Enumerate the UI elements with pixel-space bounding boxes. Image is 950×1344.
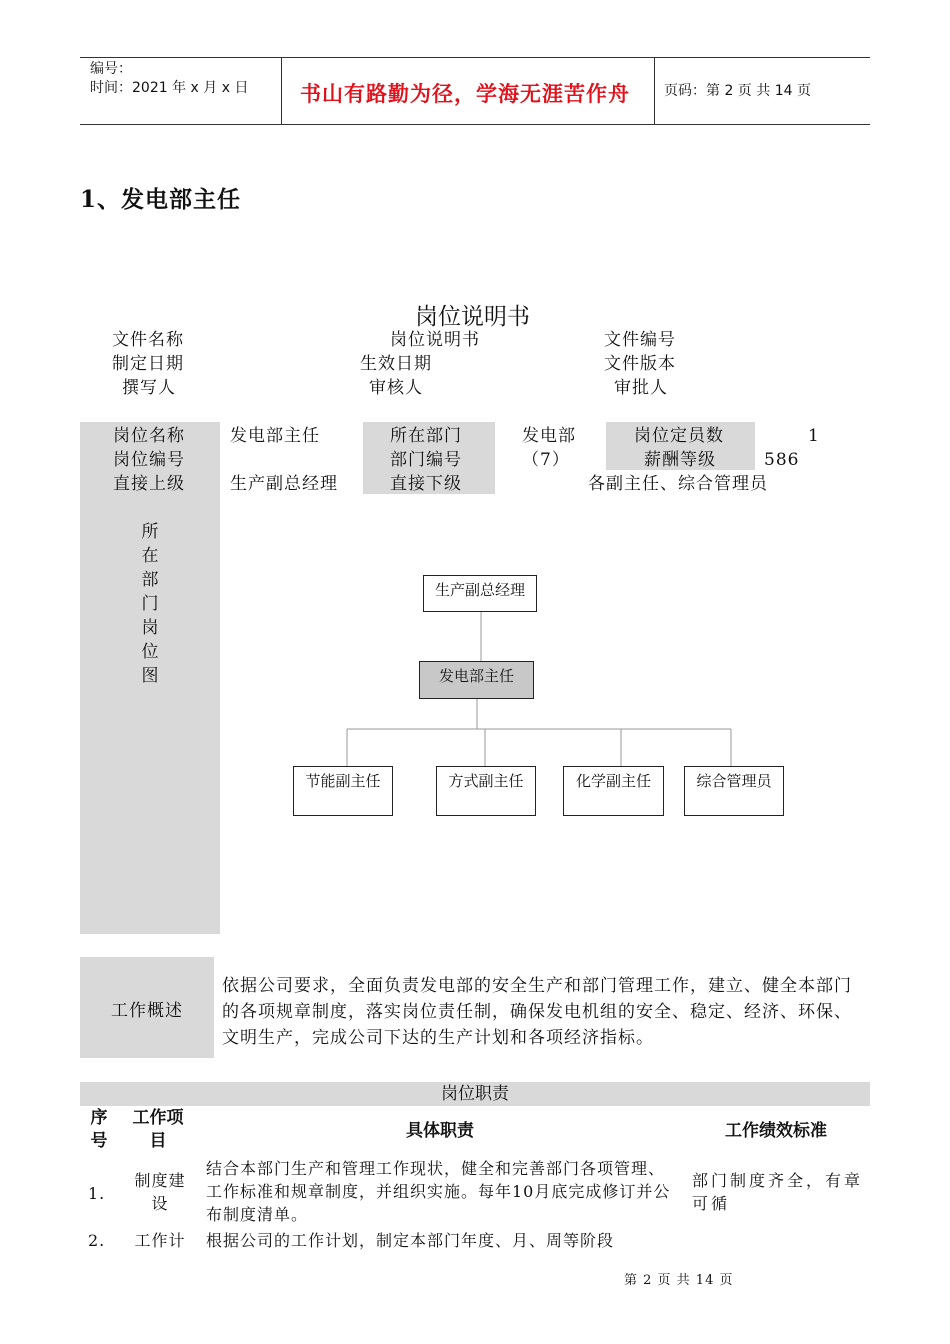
duty-row-detail: 根据公司的工作计划，制定本部门年度、月、周等阶段 [206, 1231, 615, 1250]
duty-row-item: 工作计 [134, 1231, 186, 1250]
effective-date-label: 生效日期 [360, 354, 432, 374]
document-number-label: 编号： [90, 61, 132, 77]
duty-row-detail: 结合本部门生产和管理工作现状，健全和完善部门各项管理、工作标准和规章制度，并组织实施。每年10月底完成修订并公布制度清单。 [206, 1159, 671, 1224]
header-page-label: 页码：第 2 页 共 14 页 [664, 83, 811, 99]
duty-row-item: 制度建设 [134, 1171, 186, 1213]
org-node-child: 方式副主任 [436, 766, 536, 816]
superior-label: 直接上级 [113, 474, 185, 494]
duty-row-standard: 部门制度齐全，有章可循 [692, 1171, 864, 1213]
duty-row-no: 1. [88, 1184, 106, 1203]
subordinate-label: 直接下级 [390, 474, 462, 494]
file-name-label: 文件名称 [112, 330, 184, 350]
superior-value: 生产副总经理 [230, 474, 338, 494]
col-header-no: 序号 [90, 1108, 108, 1151]
department-label: 所在部门 [390, 426, 462, 446]
dept-code-label: 部门编号 [390, 450, 462, 470]
summary-label: 工作概述 [111, 1001, 183, 1021]
org-node-child: 化学副主任 [563, 766, 664, 816]
subordinate-value: 各副主任、综合管理员 [588, 474, 768, 494]
org-node-top: 生产副总经理 [423, 575, 537, 612]
file-version-label: 文件版本 [604, 354, 676, 374]
duties-band-title: 岗位职责 [80, 1082, 870, 1106]
footer-page-number: 第 2 页 共 14 页 [624, 1273, 734, 1288]
reviewer-label: 审核人 [369, 378, 423, 398]
summary-text: 依据公司要求，全面负责发电部的安全生产和部门管理工作，建立、健全本部门的各项规章制度，落实岗位责任制，确保发电机组的安全、稳定、经济、环保、文明生产，完成公司下达的生产计划和各项经济指标。 [222, 976, 852, 1048]
dept-code-value: （7） [522, 450, 570, 470]
headcount-label: 岗位定员数 [634, 426, 724, 446]
file-number-label: 文件编号 [604, 330, 676, 350]
salary-grade-value: 586 [764, 450, 800, 470]
document-time-label: 时间：2021 年 x 月 x 日 [90, 80, 249, 96]
org-node-current: 发电部主任 [419, 661, 534, 699]
col-header-standard: 工作绩效标准 [725, 1121, 827, 1141]
creation-date-label: 制定日期 [112, 354, 184, 374]
position-name-value: 发电部主任 [230, 426, 320, 446]
header-motto: 书山有路勤为径，学海无涯苦作舟 [300, 82, 630, 106]
approver-label: 审批人 [614, 378, 668, 398]
duty-row-no: 2. [88, 1231, 106, 1250]
org-chart-side-label: 所 在 部 门 岗 位 图 [141, 522, 159, 686]
col-header-item: 工作项目 [132, 1108, 184, 1151]
section-title: 1、发电部主任 [80, 186, 242, 213]
salary-grade-label: 薪酬等级 [644, 450, 716, 470]
file-name-value: 岗位说明书 [390, 330, 480, 350]
org-node-child: 综合管理员 [684, 766, 784, 816]
writer-label: 撰写人 [122, 378, 176, 398]
org-node-child: 节能副主任 [293, 766, 393, 816]
doc-title: 岗位说明书 [415, 304, 530, 330]
position-code-label: 岗位编号 [113, 450, 185, 470]
position-name-label: 岗位名称 [113, 426, 185, 446]
headcount-value: 1 [808, 426, 820, 446]
department-value: 发电部 [522, 426, 576, 446]
col-header-detail: 具体职责 [406, 1121, 474, 1141]
